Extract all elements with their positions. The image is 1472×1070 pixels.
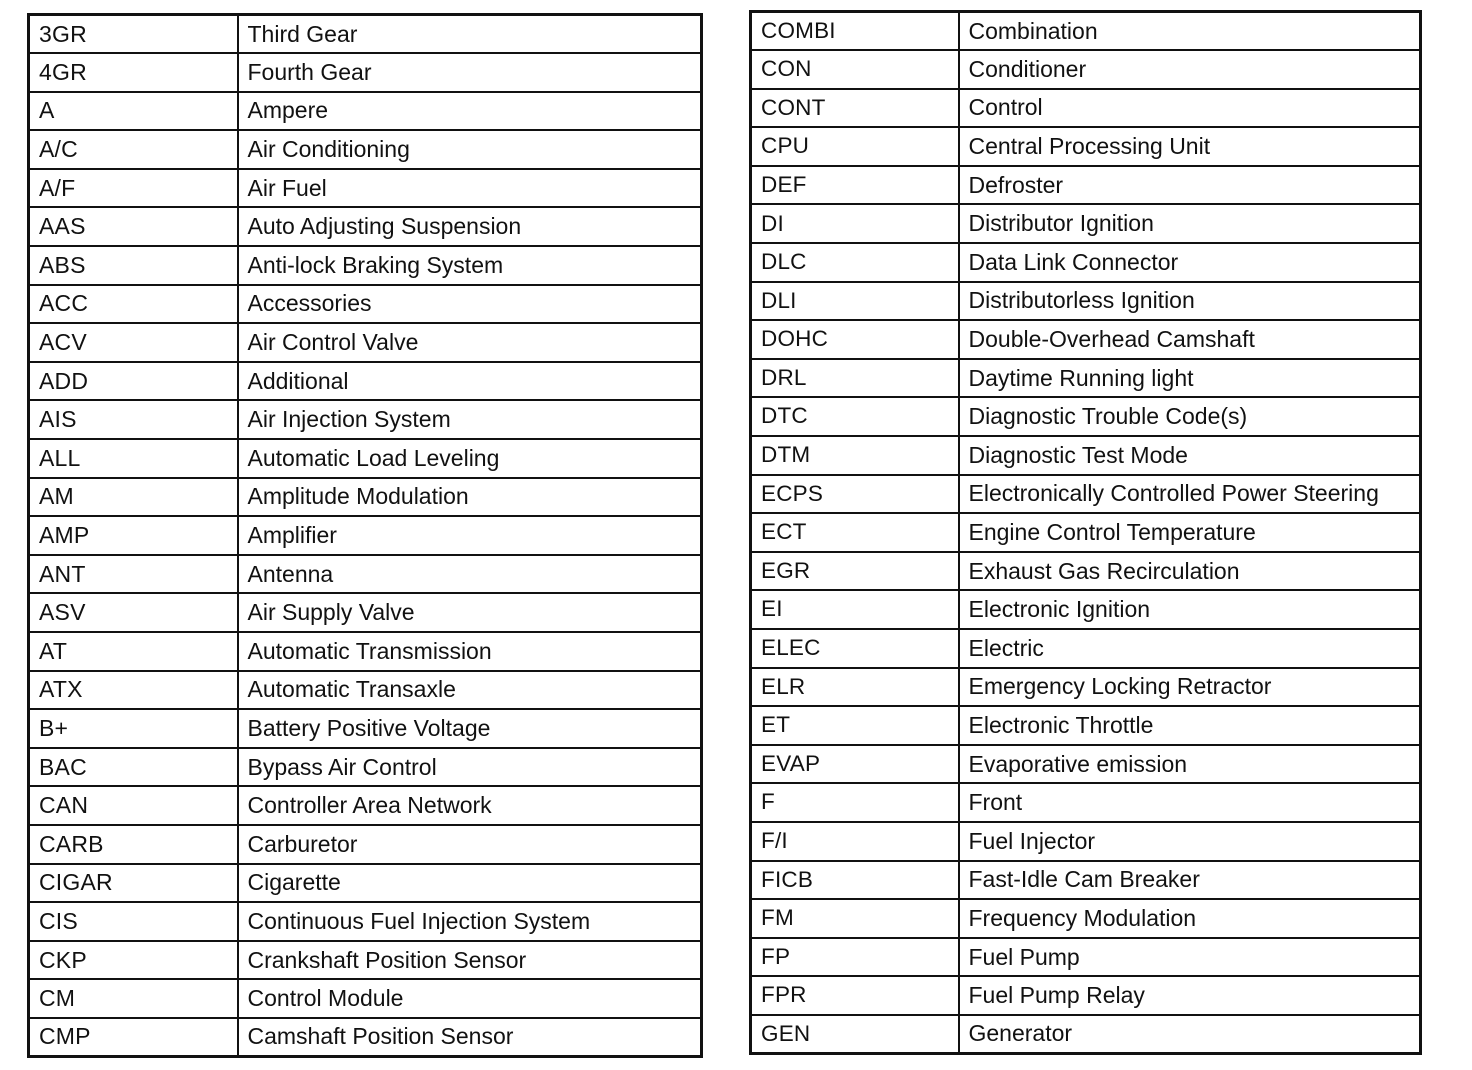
table-row [29,825,702,864]
abbreviation-cell: CON [751,50,959,89]
table-row [751,899,1421,938]
table-row [751,861,1421,900]
table-row [29,130,702,169]
abbreviation-cell: CONT [751,89,959,128]
meaning-cell: Air Fuel [238,169,702,208]
table-row [751,12,1421,51]
abbreviation-cell: F/I [751,822,959,861]
abbreviation-table-left [27,13,703,1058]
table-row [29,207,702,246]
table-row [29,941,702,980]
meaning-cell: Automatic Transaxle [238,671,702,710]
table-row [751,166,1421,205]
table-row [29,15,702,54]
meaning-cell: Exhaust Gas Recirculation [959,552,1421,591]
meaning-cell: Camshaft Position Sensor [238,1018,702,1057]
table-row [751,938,1421,977]
table-row [29,53,702,92]
meaning-cell: Central Processing Unit [959,127,1421,166]
table-row [751,50,1421,89]
meaning-cell: Data Link Connector [959,243,1421,282]
abbreviation-cell: ABS [29,246,238,285]
table-row [29,478,702,517]
abbreviation-cell: EVAP [751,745,959,784]
meaning-cell: Fuel Pump [959,938,1421,977]
meaning-cell: Automatic Load Leveling [238,439,702,478]
table-row [751,243,1421,282]
table-row [29,323,702,362]
abbreviation-cell: AMP [29,516,238,555]
meaning-cell: Conditioner [959,50,1421,89]
abbreviation-cell: DTC [751,397,959,436]
meaning-cell: Distributor Ignition [959,204,1421,243]
abbreviation-cell: ANT [29,555,238,594]
meaning-cell: Fourth Gear [238,53,702,92]
table-row [29,362,702,401]
abbreviation-cell: FM [751,899,959,938]
abbreviation-cell: COMBI [751,12,959,51]
meaning-cell: Crankshaft Position Sensor [238,941,702,980]
table-row [751,1015,1421,1054]
abbreviation-cell: CAN [29,786,238,825]
meaning-cell: Carburetor [238,825,702,864]
table-row [751,436,1421,475]
abbreviation-cell: DLI [751,282,959,321]
table-row [751,89,1421,128]
table-row [751,552,1421,591]
table-row [29,786,702,825]
abbreviation-cell: BAC [29,748,238,787]
meaning-cell: Evaporative emission [959,745,1421,784]
meaning-cell: Antenna [238,555,702,594]
meaning-cell: Emergency Locking Retractor [959,668,1421,707]
abbreviation-cell: ALL [29,439,238,478]
abbreviation-cell: CKP [29,941,238,980]
meaning-cell: Electric [959,629,1421,668]
table-row [751,513,1421,552]
meaning-cell: Electronically Controlled Power Steering [959,475,1421,514]
meaning-cell: Fast-Idle Cam Breaker [959,861,1421,900]
abbreviation-cell: CIS [29,902,238,941]
meaning-cell: Control [959,89,1421,128]
abbreviation-cell: ASV [29,593,238,632]
abbreviation-cell: AM [29,478,238,517]
abbreviation-cell: ADD [29,362,238,401]
table-row [29,439,702,478]
abbreviation-cell: ACV [29,323,238,362]
abbreviation-cell: AT [29,632,238,671]
table-row [29,555,702,594]
abbreviation-cell: ELR [751,668,959,707]
meaning-cell: Electronic Throttle [959,706,1421,745]
abbreviation-cell: FP [751,938,959,977]
abbreviation-cell: ATX [29,671,238,710]
table-row [29,246,702,285]
meaning-cell: Controller Area Network [238,786,702,825]
meaning-cell: Air Control Valve [238,323,702,362]
table-row [751,475,1421,514]
abbreviation-table-left-body [29,15,702,1057]
abbreviation-cell: CPU [751,127,959,166]
table-row [751,127,1421,166]
meaning-cell: Defroster [959,166,1421,205]
table-row [29,169,702,208]
table-row [751,590,1421,629]
table-row [29,516,702,555]
meaning-cell: Generator [959,1015,1421,1054]
meaning-cell: Amplitude Modulation [238,478,702,517]
abbreviation-table-right-body [751,12,1421,1054]
meaning-cell: Cigarette [238,864,702,903]
abbreviation-cell: DTM [751,436,959,475]
abbreviation-table-right [749,10,1422,1055]
meaning-cell: Accessories [238,285,702,324]
abbreviation-cell: DEF [751,166,959,205]
meaning-cell: Control Module [238,979,702,1018]
table-row [751,745,1421,784]
table-row [29,1018,702,1057]
abbreviation-cell: 3GR [29,15,238,54]
table-row [751,668,1421,707]
abbreviation-cell: ACC [29,285,238,324]
meaning-cell: Front [959,783,1421,822]
abbreviation-cell: FICB [751,861,959,900]
meaning-cell: Anti-lock Braking System [238,246,702,285]
table-row [751,320,1421,359]
meaning-cell: Air Conditioning [238,130,702,169]
table-row [751,822,1421,861]
meaning-cell: Double-Overhead Camshaft [959,320,1421,359]
table-row [751,783,1421,822]
meaning-cell: Battery Positive Voltage [238,709,702,748]
meaning-cell: Air Injection System [238,400,702,439]
abbreviation-cell: CM [29,979,238,1018]
meaning-cell: Ampere [238,92,702,131]
meaning-cell: Daytime Running light [959,359,1421,398]
abbreviation-cell: AIS [29,400,238,439]
meaning-cell: Frequency Modulation [959,899,1421,938]
abbreviation-cell: ELEC [751,629,959,668]
abbreviation-cell: F [751,783,959,822]
abbreviation-cell: A [29,92,238,131]
meaning-cell: Engine Control Temperature [959,513,1421,552]
table-row [29,671,702,710]
abbreviation-cell: CMP [29,1018,238,1057]
meaning-cell: Combination [959,12,1421,51]
abbreviation-cell: 4GR [29,53,238,92]
meaning-cell: Fuel Injector [959,822,1421,861]
abbreviation-cell: ECT [751,513,959,552]
meaning-cell: Electronic Ignition [959,590,1421,629]
meaning-cell: Air Supply Valve [238,593,702,632]
meaning-cell: Continuous Fuel Injection System [238,902,702,941]
meaning-cell: Third Gear [238,15,702,54]
meaning-cell: Additional [238,362,702,401]
table-row [29,400,702,439]
meaning-cell: Fuel Pump Relay [959,976,1421,1015]
abbreviation-cell: GEN [751,1015,959,1054]
table-row [29,285,702,324]
meaning-cell: Bypass Air Control [238,748,702,787]
abbreviation-cell: CARB [29,825,238,864]
table-row [751,282,1421,321]
abbreviation-cell: ET [751,706,959,745]
abbreviation-cell: B+ [29,709,238,748]
table-row [29,902,702,941]
abbreviation-cell: EI [751,590,959,629]
table-row [29,709,702,748]
meaning-cell: Diagnostic Trouble Code(s) [959,397,1421,436]
table-row [751,204,1421,243]
abbreviation-cell: DLC [751,243,959,282]
table-row [29,593,702,632]
table-row [29,748,702,787]
meaning-cell: Diagnostic Test Mode [959,436,1421,475]
abbreviation-cell: FPR [751,976,959,1015]
meaning-cell: Amplifier [238,516,702,555]
table-row [751,706,1421,745]
table-row [29,979,702,1018]
table-row [29,92,702,131]
abbreviation-cell: CIGAR [29,864,238,903]
abbreviation-cell: DOHC [751,320,959,359]
abbreviation-cell: DI [751,204,959,243]
abbreviation-cell: ECPS [751,475,959,514]
table-row [751,359,1421,398]
abbreviation-cell: A/F [29,169,238,208]
table-row [29,864,702,903]
table-row [751,629,1421,668]
table-row [751,397,1421,436]
meaning-cell: Automatic Transmission [238,632,702,671]
abbreviation-cell: EGR [751,552,959,591]
table-row [29,632,702,671]
meaning-cell: Auto Adjusting Suspension [238,207,702,246]
abbreviation-cell: A/C [29,130,238,169]
abbreviation-cell: AAS [29,207,238,246]
abbreviation-cell: DRL [751,359,959,398]
meaning-cell: Distributorless Ignition [959,282,1421,321]
table-row [751,976,1421,1015]
